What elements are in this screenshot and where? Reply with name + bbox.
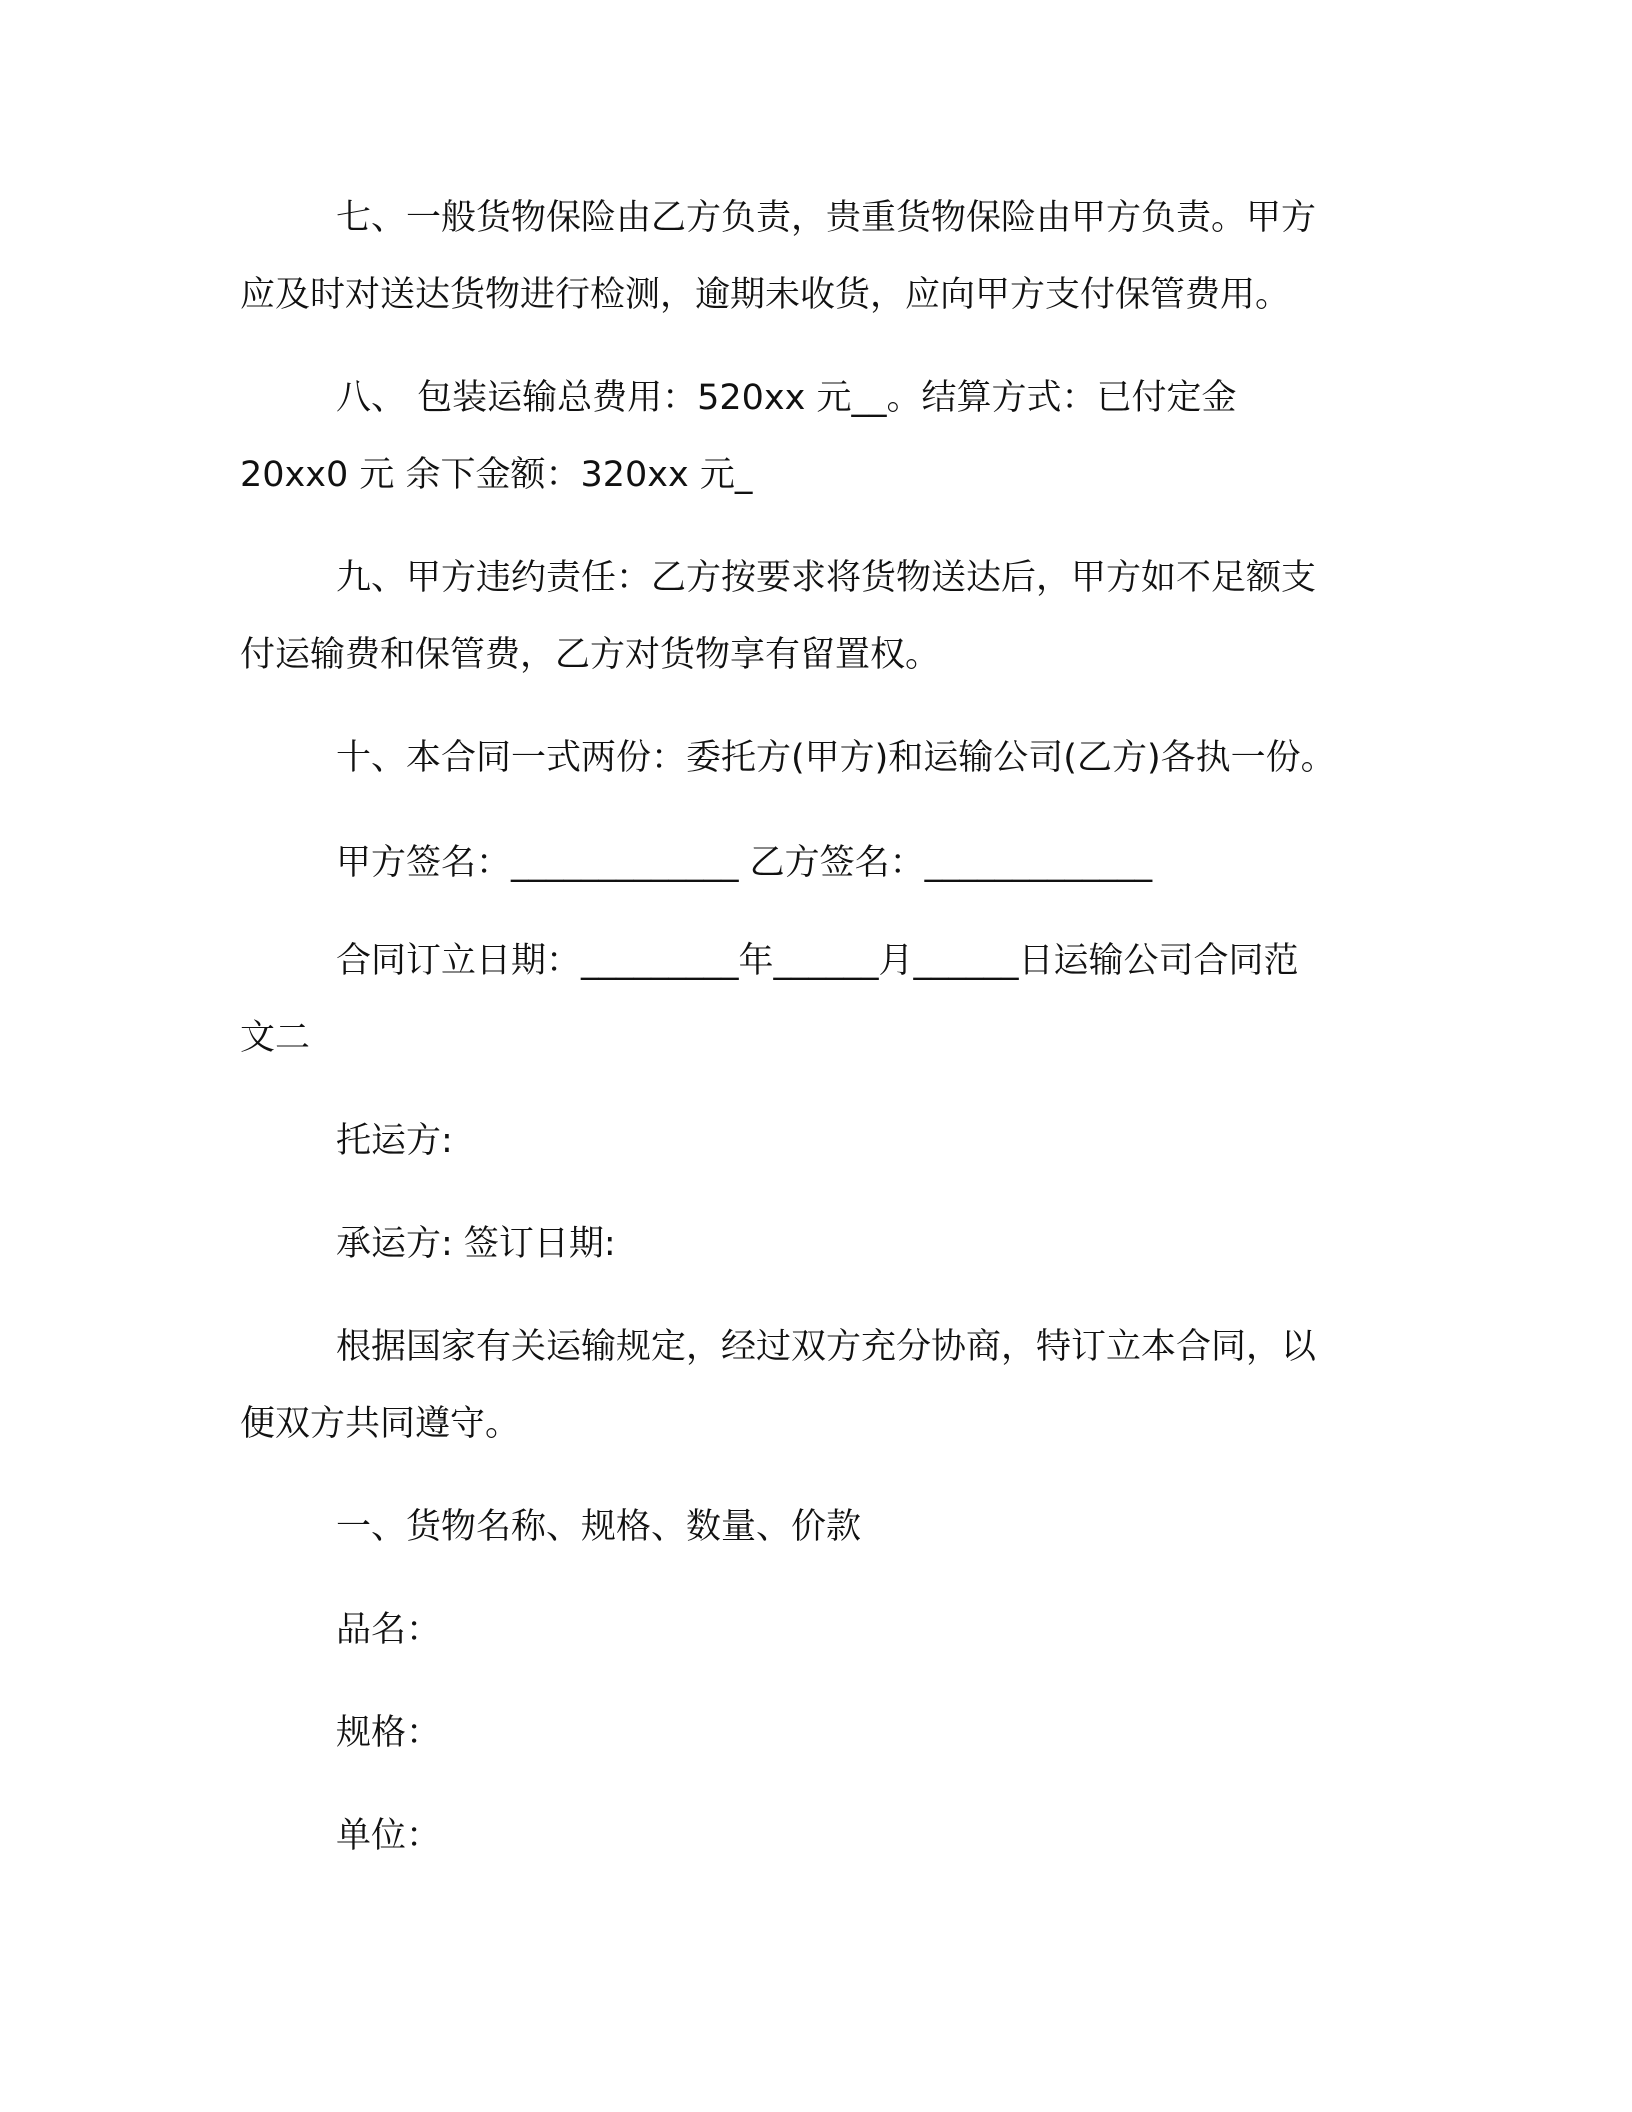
item-spec-label: 规格： [336, 1713, 442, 1753]
item-unit-label: 单位： [336, 1816, 442, 1856]
clause-10: 十、本合同一式两份：委托方(甲方)和运输公司(乙方)各执一份。 [336, 738, 1336, 778]
consignor-label: 托运方: [336, 1121, 453, 1161]
signature-line: 甲方签名：_____________ 乙方签名：_____________ [336, 843, 1153, 883]
clause-7-line-2: 应及时对送达货物进行检测，逾期未收货，应向甲方支付保管费用。 [240, 275, 1291, 315]
intro-line-2: 便双方共同遵守。 [240, 1404, 521, 1444]
clause-8-line-2: 20xx0 元 余下金额：320xx 元_ [240, 455, 753, 495]
carrier-and-sign-date: 承运方: 签订日期: [336, 1224, 616, 1264]
clause-7-line-1: 七、一般货物保险由乙方负责，贵重货物保险由甲方负责。甲方 [336, 198, 1317, 238]
clause-8-line-1: 八、 包装运输总费用：520xx 元__。结算方式：已付定金 [336, 378, 1237, 418]
contract-date-line-2: 文二 [240, 1018, 311, 1058]
section-1-heading: 一、货物名称、规格、数量、价款 [336, 1507, 862, 1547]
clause-9-line-2: 付运输费和保管费，乙方对货物享有留置权。 [240, 635, 941, 675]
item-name-label: 品名： [336, 1610, 442, 1650]
contract-date-line-1: 合同订立日期：_________年______月______日运输公司合同范 [336, 941, 1299, 981]
clause-9-line-1: 九、甲方违约责任：乙方按要求将货物送达后，甲方如不足额支 [336, 558, 1317, 598]
intro-line-1: 根据国家有关运输规定，经过双方充分协商，特订立本合同，以 [336, 1327, 1317, 1367]
